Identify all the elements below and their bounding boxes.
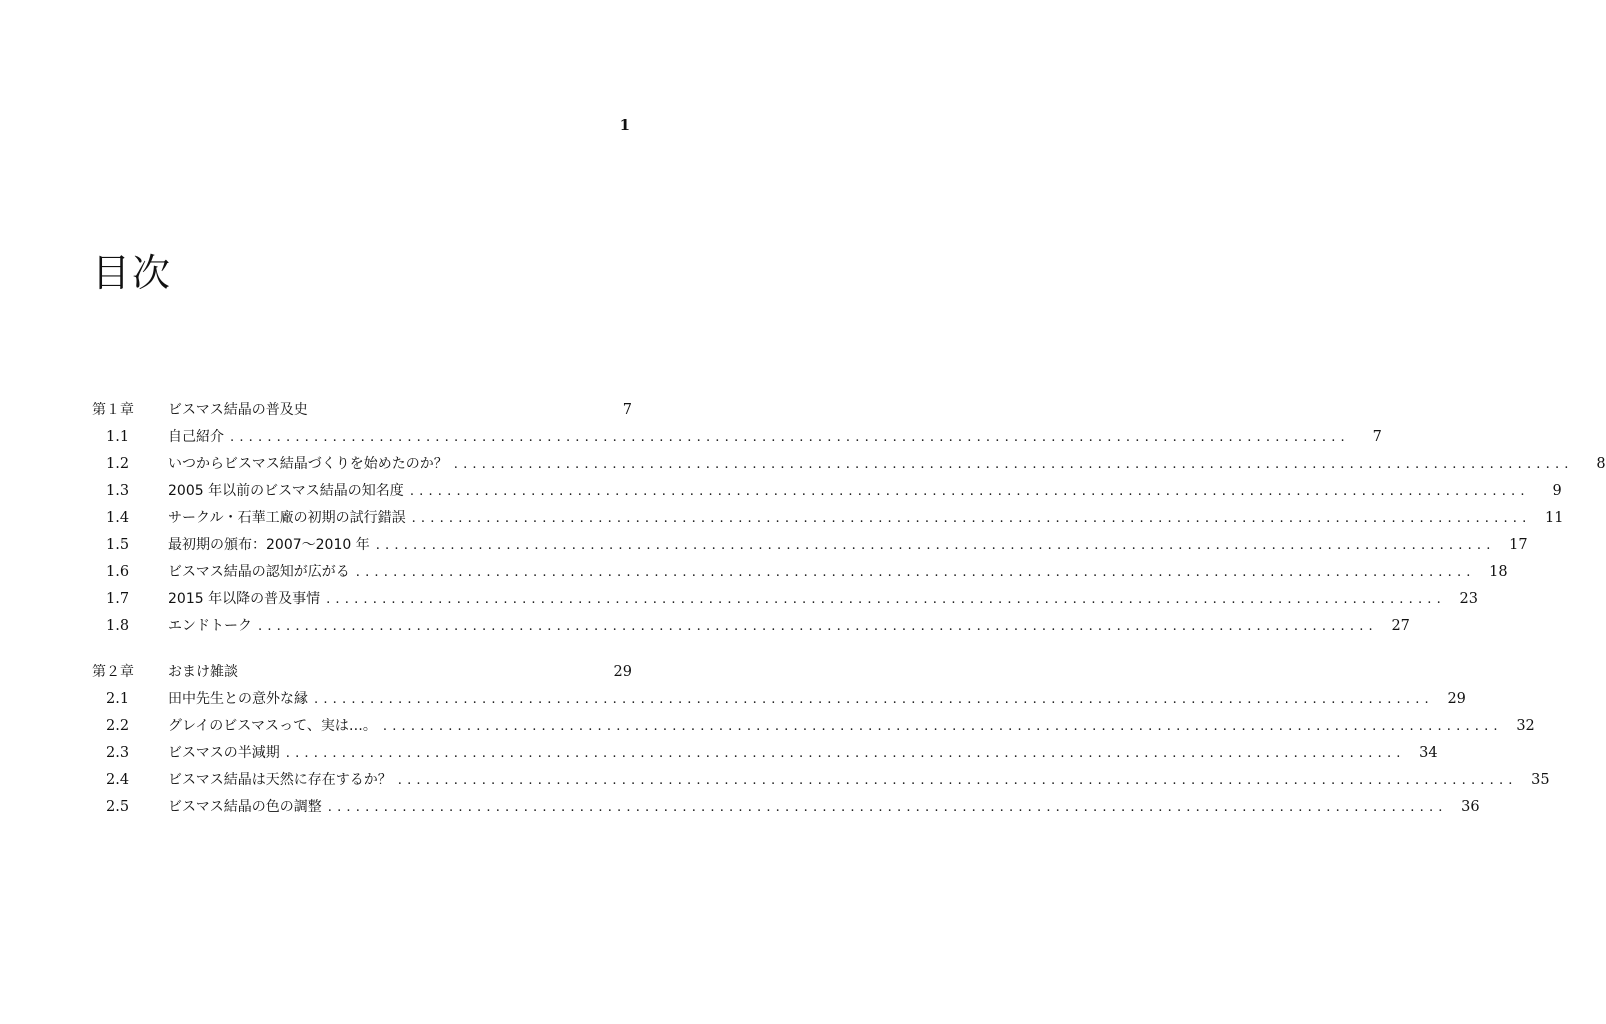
toc-section-2-1[interactable] bbox=[92, 689, 1466, 709]
dot-leader: ........................................................................................................................ bbox=[355, 565, 1476, 580]
section-page: 9 bbox=[1552, 483, 1562, 499]
section-page: 34 bbox=[1419, 745, 1438, 761]
section-number: 1.8 bbox=[106, 618, 130, 634]
toc-chapter-2[interactable] bbox=[92, 662, 632, 682]
section-title: ビスマス結晶の認知が広がる bbox=[168, 564, 350, 580]
section-title: 最初期の頒布：2007〜2010 年 bbox=[168, 537, 370, 553]
section-title: ビスマス結晶は天然に存在するか？ bbox=[168, 772, 392, 788]
section-page: 23 bbox=[1459, 591, 1478, 607]
toc-section-1-6[interactable] bbox=[92, 562, 1508, 582]
section-page: 35 bbox=[1531, 772, 1550, 788]
section-number: 2.5 bbox=[106, 799, 130, 815]
toc-section-1-5[interactable] bbox=[92, 535, 1528, 555]
dot-leader: ........................................................................................................................ bbox=[285, 746, 1406, 761]
toc-heading: 目次 bbox=[92, 251, 173, 295]
dot-leader: ........................................................................................................................ bbox=[453, 457, 1574, 472]
section-title: ビスマスの半減期 bbox=[168, 745, 280, 761]
toc-section-2-3[interactable] bbox=[92, 743, 1438, 763]
dot-leader: ........................................................................................................................ bbox=[375, 538, 1496, 553]
section-number: 2.4 bbox=[106, 772, 130, 788]
section-number: 1.2 bbox=[106, 456, 130, 472]
section-title: いつからビスマス結晶づくりを始めたのか？ bbox=[168, 456, 448, 472]
section-page: 36 bbox=[1461, 799, 1480, 815]
chapter-title: ビスマス結晶の普及史 bbox=[168, 402, 308, 418]
dot-leader: ........................................................................................................................ bbox=[409, 484, 1530, 499]
toc-section-2-4[interactable] bbox=[92, 770, 1550, 790]
chapter-page: 7 bbox=[622, 402, 632, 418]
section-page: 27 bbox=[1391, 618, 1410, 634]
section-number: 2.2 bbox=[106, 718, 130, 734]
section-number: 2.1 bbox=[106, 691, 130, 707]
toc-section-2-5[interactable] bbox=[92, 797, 1480, 817]
toc-section-1-8[interactable] bbox=[92, 616, 1410, 636]
section-number: 1.1 bbox=[106, 429, 130, 445]
section-page: 7 bbox=[1372, 429, 1382, 445]
dot-leader: ........................................................................................................................ bbox=[411, 511, 1532, 526]
section-page: 18 bbox=[1489, 564, 1508, 580]
chapter-number: 第２章 bbox=[92, 664, 134, 680]
chapter-title: おまけ雑談 bbox=[168, 664, 238, 680]
dot-leader: ........................................................................................................................ bbox=[230, 430, 1350, 445]
section-page: 32 bbox=[1516, 718, 1535, 734]
toc-section-1-3[interactable] bbox=[92, 481, 1562, 501]
toc-section-1-4[interactable] bbox=[92, 508, 1564, 528]
section-title: 田中先生との意外な縁 bbox=[168, 691, 308, 707]
section-title: エンドトーク bbox=[168, 618, 252, 634]
toc-chapter-1[interactable] bbox=[92, 400, 632, 420]
section-page: 8 bbox=[1596, 456, 1606, 472]
section-title: サークル・石華工廠の初期の試行錯誤 bbox=[168, 510, 406, 526]
dot-leader: ........................................................................................................................ bbox=[382, 719, 1503, 734]
section-number: 1.7 bbox=[106, 591, 130, 607]
section-title: 2015 年以降の普及事情 bbox=[168, 591, 321, 607]
section-title: ビスマス結晶の色の調整 bbox=[168, 799, 322, 815]
section-number: 1.4 bbox=[106, 510, 130, 526]
dot-leader: ........................................................................................................................ bbox=[258, 619, 1378, 634]
dot-leader: ........................................................................................................................ bbox=[397, 773, 1518, 788]
chapter-page: 29 bbox=[613, 664, 632, 680]
section-title: 2005 年以前のビスマス結晶の知名度 bbox=[168, 483, 404, 499]
chapter-number: 第１章 bbox=[92, 402, 134, 418]
section-title: 自己紹介 bbox=[168, 429, 224, 445]
dot-leader: ........................................................................................................................ bbox=[314, 692, 1434, 707]
section-page: 11 bbox=[1545, 510, 1564, 526]
section-number: 1.5 bbox=[106, 537, 130, 553]
page-number: 1 bbox=[619, 116, 630, 134]
toc-section-1-1[interactable] bbox=[92, 427, 1382, 447]
dot-leader: ........................................................................................................................ bbox=[326, 592, 1446, 607]
toc-section-1-2[interactable] bbox=[92, 454, 1606, 474]
section-number: 1.6 bbox=[106, 564, 130, 580]
dot-leader: ........................................................................................................................ bbox=[327, 800, 1448, 815]
section-page: 29 bbox=[1447, 691, 1466, 707]
section-number: 1.3 bbox=[106, 483, 130, 499]
toc-section-1-7[interactable] bbox=[92, 589, 1478, 609]
section-title: グレイのビスマスって、実は…。 bbox=[168, 718, 377, 734]
toc-section-2-2[interactable] bbox=[92, 716, 1535, 736]
section-page: 17 bbox=[1509, 537, 1528, 553]
section-number: 2.3 bbox=[106, 745, 130, 761]
